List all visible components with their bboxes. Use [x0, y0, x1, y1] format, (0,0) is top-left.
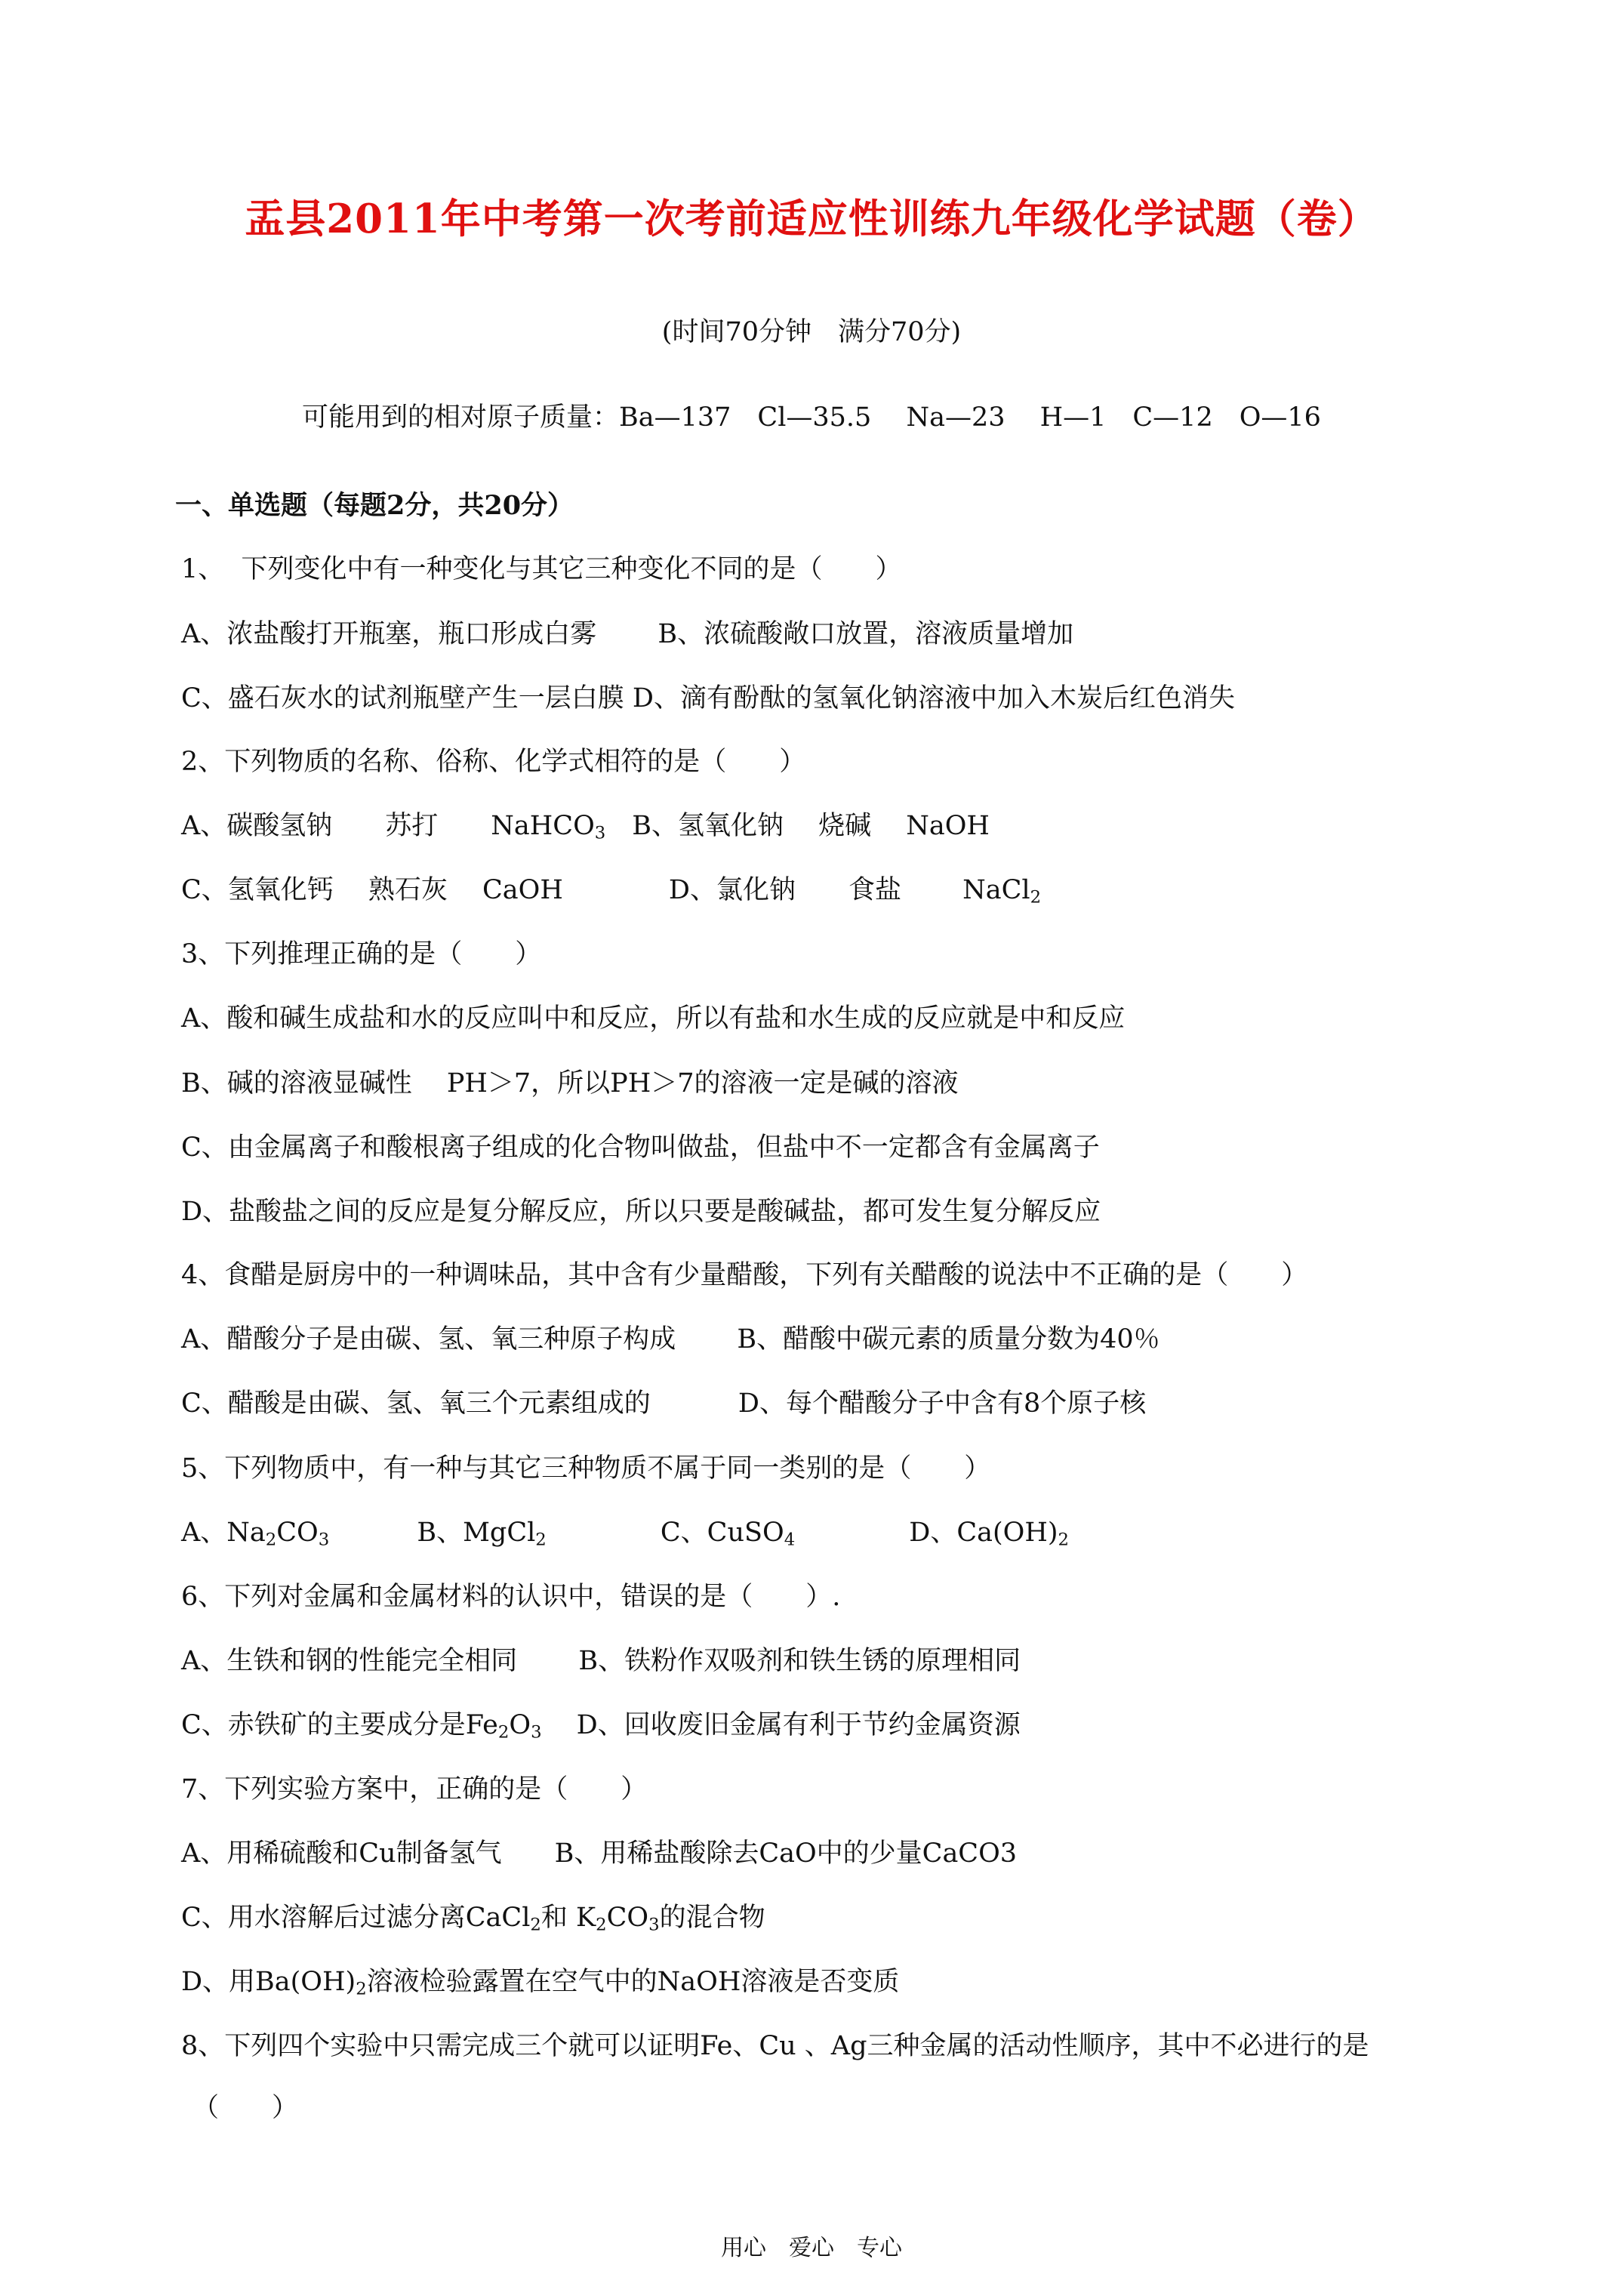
question-8-blank: （ ） [192, 2093, 299, 2123]
question-1-stem: 1、 下列变化中有一种变化与其它三种变化不同的是（ ） [181, 554, 902, 584]
question-7-option-c: C、用水溶解后过滤分离CaCl$_2$和 $K_2CO_3$的混合物 [181, 1903, 765, 1935]
question-3-stem: 3、下列推理正确的是（ ） [181, 939, 542, 969]
question-2-stem: 2、下列物质的名称、俗称、化学式相符的是（ ） [181, 747, 806, 777]
question-1-options-cd: C、盛石灰水的试剂瓶壁产生一层白膜 D、滴有酚酞的氢氧化钠溶液中加入木炭后红色消失 [181, 683, 1235, 713]
exam-title: 盂县2011年中考第一次考前适应性训练九年级化学试题（卷） [245, 196, 1378, 242]
question-7-stem: 7、下列实验方案中，正确的是（ ） [181, 1774, 648, 1804]
question-3-option-a: A、酸和碱生成盐和水的反应叫中和反应，所以有盐和水生成的反应就是中和反应 [181, 1003, 1126, 1034]
question-4-stem: 4、食醋是厨房中的一种调味品，其中含有少量醋酸，下列有关醋酸的说法中不正确的是（ ） [181, 1260, 1308, 1290]
question-6-options-cd: C、赤铁矿的主要成分是$Fe_2O_3$ D、回收废旧金属有利于节约金属资源 [181, 1710, 1021, 1743]
question-2-options-ab: A、碳酸氢钠 苏打 NaHCO$_3$ B、氢氧化钠 烧碱 NaOH [181, 811, 990, 843]
section-heading: 一、单选题（每题2分，共20分） [175, 490, 574, 521]
question-8-stem: 8、下列四个实验中只需完成三个就可以证明Fe、Cu 、Ag三种金属的活动性顺序，其中不必进行的是 [181, 2031, 1369, 2061]
question-3-option-d: D、盐酸盐之间的反应是复分解反应，所以只要是酸碱盐，都可发生复分解反应 [181, 1197, 1101, 1227]
question-1-options-ab: A、浓盐酸打开瓶塞，瓶口形成白雾 B、浓硫酸敞口放置，溶液质量增加 [181, 619, 1074, 649]
question-7-option-d: D、用$Ba(OH)_2$溶液检验露置在空气中的NaOH溶液是否变质 [181, 1967, 900, 1999]
question-6-options-ab: A、生铁和钢的性能完全相同 B、铁粉作双吸剂和铁生锈的原理相同 [181, 1646, 1021, 1676]
time-info: (时间70分钟 满分70分) [661, 317, 962, 347]
question-2-options-cd: C、氢氧化钙 熟石灰 CaOH D、氯化钠 食盐 NaCl$_2$ [181, 875, 1042, 908]
question-4-options-cd: C、醋酸是由碳、氢、氧三个元素组成的 D、每个醋酸分子中含有8个原子核 [181, 1388, 1147, 1419]
question-5-stem: 5、下列物质中，有一种与其它三种物质不属于同一类别的是（ ） [181, 1453, 991, 1484]
page-footer: 用心 爱心 专心 [721, 2235, 902, 2261]
question-3-option-b: B、碱的溶液显碱性 PH＞7，所以PH＞7的溶液一定是碱的溶液 [181, 1068, 959, 1099]
atomic-masses: 可能用到的相对原子质量：Ba—137 Cl—35.5 Na—23 H—1 C—12 O—16 [302, 402, 1321, 433]
question-4-options-ab: A、醋酸分子是由碳、氢、氧三种原子构成 B、醋酸中碳元素的质量分数为40％ [181, 1324, 1160, 1354]
question-7-options-ab: A、用稀硫酸和Cu制备氢气 B、用稀盐酸除去CaO中的少量CaCO3 [181, 1838, 1018, 1869]
question-6-stem: 6、下列对金属和金属材料的认识中，错误的是（ ）. [181, 1582, 841, 1612]
question-3-option-c: C、由金属离子和酸根离子组成的化合物叫做盐，但盐中不一定都含有金属离子 [181, 1133, 1100, 1163]
question-5-options: A、$Na_2CO_3$ B、MgCl$_2$ C、CuSO$_4$ D、$Ca(OH)_2$ [181, 1518, 1070, 1550]
